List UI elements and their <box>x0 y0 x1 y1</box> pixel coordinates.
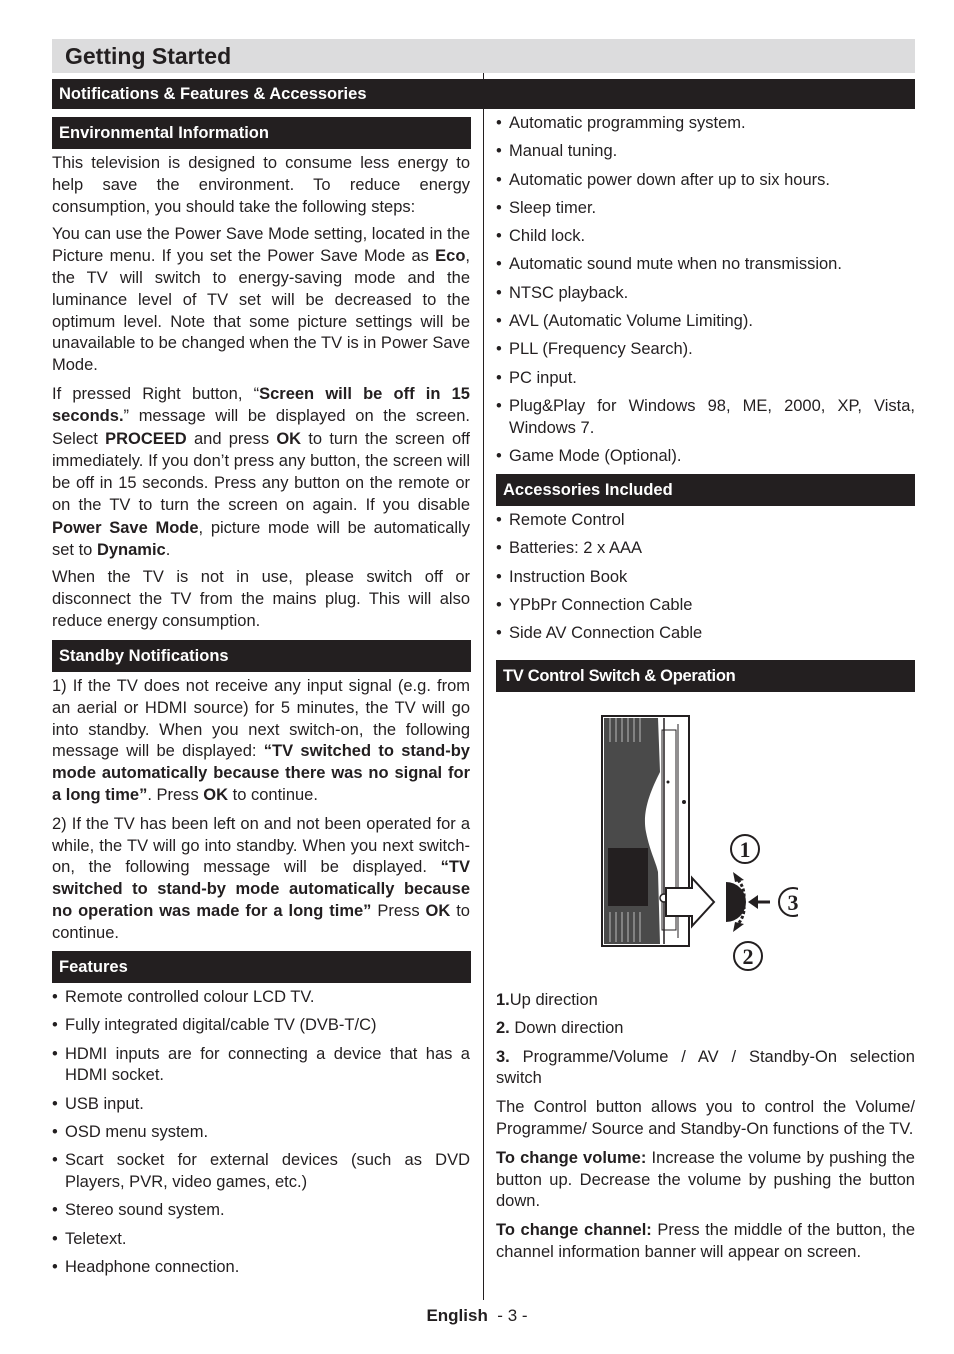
list-item: • Automatic programming system. <box>496 113 915 135</box>
text-span: Press the middle of the button, the channel information banner will appear on screen. <box>496 1221 915 1261</box>
list-item: • Scart socket for external devices (such as DVD Players, PVR, video games, etc.) <box>52 1150 470 1194</box>
section-header-notifications: Notifications & Features & Accessories <box>52 79 915 109</box>
list-item: • Side AV Connection Cable <box>496 623 915 645</box>
features-list-right <box>496 113 915 468</box>
page-header <box>52 39 915 73</box>
text-span: 2) If the TV has been left on and not been operated for a while, the TV will go into standby. When you next switch-on, the following message will be displayed. <box>52 814 470 877</box>
page-title: Getting Started <box>65 43 232 69</box>
section-header-accessories: Accessories Included <box>496 474 915 506</box>
text-span-bold: “TV switched to stand-by mode automatically because no operation was made for a long time” <box>52 858 470 920</box>
accessories-text <box>496 510 915 645</box>
label-number-3: 3 <box>787 890 798 915</box>
text-span: 1) If the TV does not receive any input signal (e.g. from an aerial or HDMI source) for 5 minutes, the TV will go into standby. When you next switch-on, the following message will be displayed: <box>52 677 470 761</box>
control-item-2 <box>496 1018 915 1040</box>
item-number: 1. <box>496 991 510 1009</box>
features-left <box>52 987 470 1279</box>
environmental-paragraph-1: This television is designed to consume less energy to help save the environment. To reduce energy consumption, you should take the following steps: <box>52 154 470 216</box>
text-span: to continue. <box>228 785 318 804</box>
list-item: • PLL (Frequency Search). <box>496 339 915 361</box>
text-span: , picture mode will be automatically set to <box>52 518 470 560</box>
page-footer <box>0 1306 954 1326</box>
text-span-bold: “TV switched to stand-by mode automatically because there was no signal for a long time” <box>52 742 470 804</box>
text-span-bold: To change channel: <box>496 1221 652 1240</box>
tv-control-illustration <box>598 712 798 972</box>
list-item: • USB input. <box>52 1094 470 1116</box>
label-number-1: 1 <box>739 837 751 862</box>
standby-paragraph-2 <box>52 814 470 945</box>
list-item: • OSD menu system. <box>52 1122 470 1144</box>
text-span: You can use the Power Save Mode setting, located in the Picture menu. If you set the Power Save Mode as <box>52 225 470 266</box>
list-item: • Manual tuning. <box>496 141 915 163</box>
text-span: and press <box>186 429 277 448</box>
text-span: to continue. <box>52 901 470 942</box>
text-span-bold: Screen will be off in 15 seconds. <box>52 384 470 426</box>
list-item: • PC input. <box>496 368 915 390</box>
environmental-paragraph-3 <box>52 383 470 561</box>
environmental-paragraph-2 <box>52 224 470 377</box>
item-number: 2. <box>496 1019 510 1038</box>
label-number-2: 2 <box>742 944 754 969</box>
text-span-bold: Eco <box>435 247 466 266</box>
control-paragraph: The Control button allows you to control the Volume/ Programme/ Source and Standby-On functions of the TV. <box>496 1098 915 1138</box>
text-span-bold: OK <box>203 785 229 804</box>
list-item: • HDMI inputs are for connecting a device that has a HDMI socket. <box>52 1044 470 1088</box>
list-item: • Child lock. <box>496 226 915 248</box>
item-text: Programme/Volume / AV / Standby-On selection switch <box>496 1047 915 1088</box>
item-number: 3. <box>496 1047 510 1066</box>
joystick-icon <box>726 882 746 922</box>
list-item: • Instruction Book <box>496 567 915 589</box>
control-text <box>496 990 915 1264</box>
text-span-bold: To change volume: <box>496 1148 647 1167</box>
list-item: • Fully integrated digital/cable TV (DVB-T/C) <box>52 1015 470 1037</box>
list-item: • Game Mode (Optional). <box>496 446 915 468</box>
accessories-list <box>496 510 915 645</box>
control-item-3 <box>496 1047 915 1091</box>
list-item: • Stereo sound system. <box>52 1200 470 1222</box>
list-item: • Remote Control <box>496 510 915 532</box>
text-span-bold: OK <box>276 429 302 448</box>
page-number: - 3 - <box>487 1306 528 1325</box>
list-item: • Batteries: 2 x AAA <box>496 538 915 560</box>
environmental-paragraph-4: When the TV is not in use, please switch off or disconnect the TV from the mains plug. This will also reduce energy consumption. <box>52 568 470 630</box>
list-item: • AVL (Automatic Volume Limiting). <box>496 311 915 333</box>
list-item: • Automatic sound mute when no transmission. <box>496 254 915 276</box>
text-span: If pressed Right button, “ <box>52 384 260 403</box>
change-volume-paragraph <box>496 1148 915 1213</box>
item-text: Up direction <box>509 991 598 1009</box>
text-span: Press <box>371 901 426 920</box>
section-header-features: Features <box>52 951 471 983</box>
tv-panel-dark <box>608 848 648 906</box>
section-header-control: TV Control Switch & Operation <box>496 660 915 692</box>
list-item: • Automatic power down after up to six hours. <box>496 170 915 192</box>
text-span-bold: OK <box>425 901 451 920</box>
column-divider <box>483 73 484 1300</box>
section-header-standby: Standby Notifications <box>52 640 471 672</box>
text-span-bold: PROCEED <box>105 429 187 448</box>
features-list-left <box>52 987 470 1279</box>
list-item: • Headphone connection. <box>52 1257 470 1279</box>
text-span: , the TV will switch to energy-saving mode and the luminance level of TV set will be decreased to the optimum level. Note that some picture settings will be unavailable to be changed when the TV is in Power Save Mode. <box>52 247 470 375</box>
list-item: • Teletext. <box>52 1229 470 1251</box>
list-item: • Remote controlled colour LCD TV. <box>52 987 470 1009</box>
environmental-text <box>52 153 470 633</box>
features-right <box>496 113 915 468</box>
text-span: . <box>165 541 171 560</box>
text-span: to turn the screen off immediately. If you don’t press any button, the screen will be off in 15 seconds. Press any button on the remote or on the TV to turn the screen on again. If you disable <box>52 429 470 515</box>
text-span: . Press <box>147 785 204 804</box>
list-item: • NTSC playback. <box>496 283 915 305</box>
text-span: Increase the volume by pushing the button up. Decrease the volume by pushing the button down. <box>496 1148 915 1211</box>
list-item: • Sleep timer. <box>496 198 915 220</box>
section-header-environmental: Environmental Information <box>52 117 471 149</box>
item-text: Down direction <box>509 1019 624 1038</box>
standby-paragraph-1 <box>52 676 470 807</box>
text-span-bold: Dynamic <box>96 541 166 560</box>
standby-text <box>52 676 470 945</box>
change-channel-paragraph <box>496 1220 915 1264</box>
control-item-1 <box>496 990 915 1012</box>
text-span-bold: Power Save Mode <box>52 518 199 537</box>
list-item: • YPbPr Connection Cable <box>496 595 915 617</box>
list-item: • Plug&Play for Windows 98, ME, 2000, XP, Vista, Windows 7. <box>496 396 915 440</box>
footer-language: English <box>426 1306 488 1325</box>
text-span: ” message will be displayed on the screen. Select <box>52 407 470 448</box>
